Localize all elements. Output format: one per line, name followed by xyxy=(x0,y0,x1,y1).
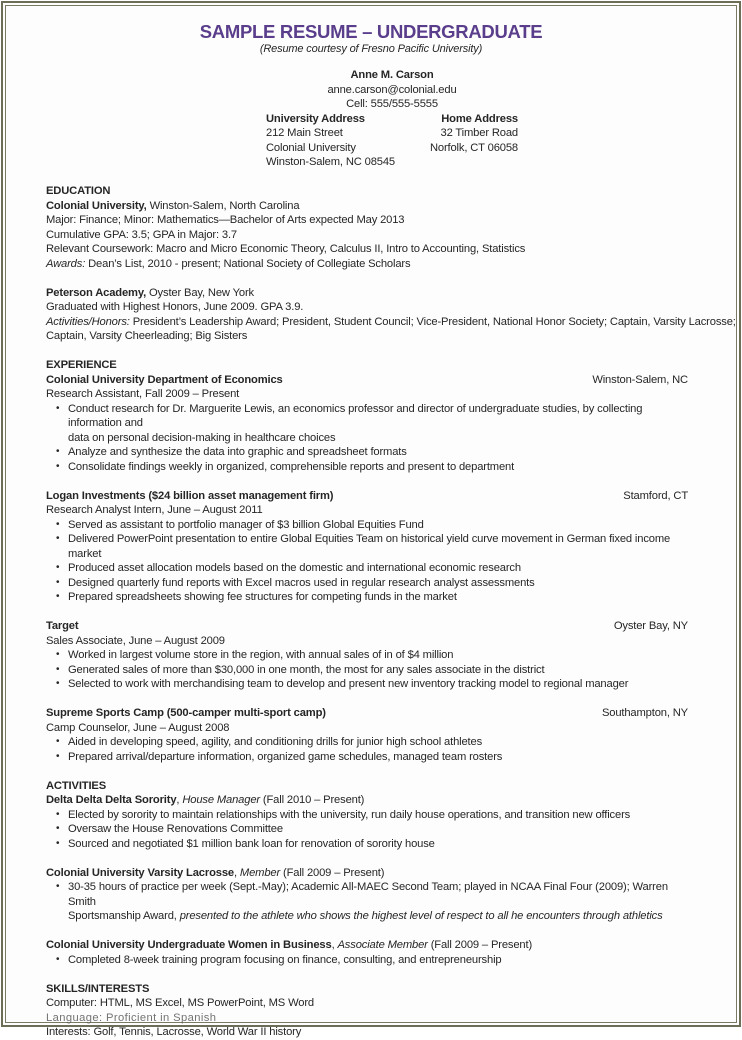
bullet-text: Conduct research for Dr. Marguerite Lewis, an economics professor and director of undergraduate studies, by collecting information and xyxy=(68,402,643,429)
activity-org: Delta Delta Delta Sorority xyxy=(46,794,177,806)
bullet-item xyxy=(56,402,688,446)
university-address-line: Winston-Salem, NC 08545 xyxy=(266,156,395,168)
bullet-item: • Produced asset allocation models based on the domestic and international economic research xyxy=(56,561,688,576)
bullet-item: • Elected by sorority to maintain relationships with the university, run daily house operations, and transition new officers xyxy=(56,808,688,823)
job-bullets xyxy=(56,402,688,475)
activity-dates: (Fall 2010 – Present) xyxy=(259,794,365,806)
school-location: Oyster Bay, New York xyxy=(146,286,254,299)
section-heading-education: EDUCATION xyxy=(46,185,111,197)
section-heading-experience: EXPERIENCE xyxy=(46,359,117,371)
activity-role: Associate Member xyxy=(337,939,428,951)
skills-language: Language: Proficient in Spanish xyxy=(46,1011,217,1024)
address-row xyxy=(266,112,518,170)
awards-text: Dean’s List, 2010 - present; National Society of Collegiate Scholars xyxy=(85,257,411,270)
bullet-item: • Delivered PowerPoint presentation to entire Global Equities Team on historical yield curve movement in German fixed income market xyxy=(56,532,688,561)
education-honors-cont: Captain, Varsity Cheerleading; Big Sisters xyxy=(46,330,248,342)
activity-header xyxy=(46,938,688,953)
activity-role: House Manager xyxy=(182,794,260,806)
activity-header xyxy=(46,793,688,808)
bullet-item: • Oversaw the House Renovations Committee xyxy=(56,822,688,837)
bullet-item: • Designed quarterly fund reports with Excel macros used in regular research analyst assessments xyxy=(56,576,688,591)
job-role: Research Analyst Intern, June – August 2011 xyxy=(46,504,263,516)
bullet-item: • Aided in developing speed, agility, and conditioning drills for junior high school athletes xyxy=(56,735,688,750)
bullet-text-cont: Sportsmanship Award, xyxy=(68,910,180,922)
job-bullets xyxy=(56,735,688,764)
activity-bullets xyxy=(56,880,688,924)
school-entry-header xyxy=(46,199,688,214)
home-address xyxy=(430,112,518,170)
honors-text: President’s Leadership Award; President, Student Council; Vice-President, National Honor Society; Captain, Varsity Lacrosse; xyxy=(129,315,736,328)
bullet-item: • Analyze and synthesize the data into graphic and spreadsheet formats xyxy=(56,445,688,460)
job-header xyxy=(46,489,688,504)
resume-body xyxy=(46,184,736,1040)
activity-org: Colonial University Undergraduate Women in Business xyxy=(46,939,332,951)
skills-interests: Interests: Golf, Tennis, Lacrosse, World War II history xyxy=(46,1026,302,1038)
skills-computer: Computer: HTML, MS Excel, MS PowerPoint, MS Word xyxy=(46,997,315,1009)
contact-email: anne.carson@colonial.edu xyxy=(327,83,457,96)
school-location: Winston-Salem, North Carolina xyxy=(146,199,300,212)
job-location: Winston-Salem, NC xyxy=(592,373,688,386)
bullet-item: • Completed 8-week training program focusing on finance, consulting, and entrepreneurship xyxy=(56,953,688,968)
activity-bullets xyxy=(56,953,688,968)
education-detail: Cumulative GPA: 3.5; GPA in Major: 3.7 xyxy=(46,228,237,241)
school-entry-header xyxy=(46,286,688,301)
section-heading-activities: ACTIVITIES xyxy=(46,779,107,792)
education-honors xyxy=(46,315,736,330)
section-heading-skills: SKILLS/INTERESTS xyxy=(46,982,150,995)
bullet-item: • Prepared spreadsheets showing fee structures for competing funds in the market xyxy=(56,590,688,605)
activity-sep: , xyxy=(233,866,240,879)
bullet-item: • Served as assistant to portfolio manager of $3 billion Global Equities Fund xyxy=(56,518,688,533)
job-location: Oyster Bay, NY xyxy=(613,620,688,632)
job-org: Supreme Sports Camp (500-camper multi-sport camp) xyxy=(46,707,326,719)
activity-dates: (Fall 2009 – Present) xyxy=(427,939,533,951)
job-location: Stamford, CT xyxy=(623,489,688,502)
job-org: Target xyxy=(46,620,79,632)
education-detail: Graduated with Highest Honors, June 2009. GPA 3.9. xyxy=(46,301,304,313)
school-name: Peterson Academy, xyxy=(46,286,147,299)
bullet-item: • Generated sales of more than $30,000 in one month, the most for any sales associate in the district xyxy=(56,663,688,678)
activity-bullets xyxy=(56,808,688,852)
university-address xyxy=(266,112,395,170)
bullet-item: • Prepared arrival/departure information, organized game schedules, managed team rosters xyxy=(56,750,688,765)
contact-name: Anne M. Carson xyxy=(350,69,434,81)
home-address-line: Norfolk, CT 06058 xyxy=(429,141,518,154)
job-role: Camp Counselor, June – August 2008 xyxy=(46,721,230,734)
activity-sep: , xyxy=(331,939,338,951)
job-header xyxy=(46,706,688,721)
bullet-text: 30-35 hours of practice per week (Sept.-May); Academic All-MAEC Second Team; played in NCAA Final Four (2009); Warren Smith xyxy=(68,881,668,908)
job-role: Research Assistant, Fall 2009 – Present xyxy=(46,388,240,400)
job-header xyxy=(46,373,688,388)
bullet-text-cont: data on personal decision-making in healthcare choices xyxy=(68,431,336,444)
job-bullets xyxy=(56,648,688,692)
contact-block xyxy=(266,68,518,170)
home-address-label: Home Address xyxy=(441,112,518,125)
university-address-line: Colonial University xyxy=(266,141,356,154)
bullet-item: • Worked in largest volume store in the region, with annual sales of in of $4 million xyxy=(56,648,688,663)
activity-sep: , xyxy=(176,794,183,806)
education-awards xyxy=(46,257,688,272)
bullet-item xyxy=(56,880,688,924)
activity-dates: (Fall 2009 – Present) xyxy=(280,866,385,879)
university-address-label: University Address xyxy=(266,112,365,125)
home-address-line: 32 Timber Road xyxy=(440,127,518,139)
bullet-item: • Selected to work with merchandising team to develop and present new inventory tracking model to regional manager xyxy=(56,677,688,692)
university-address-line: 212 Main Street xyxy=(266,127,343,139)
honors-label: Activities/Honors: xyxy=(46,315,130,328)
awards-label: Awards: xyxy=(46,257,86,270)
job-role: Sales Associate, June – August 2009 xyxy=(46,634,225,647)
bullet-item: • Consolidate findings weekly in organized, comprehensible reports and present to department xyxy=(56,460,688,475)
bullet-text-italic: presented to the athlete who shows the highest level of respect to all he encounters through athletics xyxy=(179,910,663,922)
activity-role: Member xyxy=(239,866,281,879)
job-location: Southampton, NY xyxy=(601,707,688,719)
activity-org: Colonial University Varsity Lacrosse xyxy=(46,866,234,879)
job-org: Logan Investments ($24 billion asset management firm) xyxy=(46,489,334,502)
bullet-item: • Sourced and negotiated $1 million bank loan for renovation of sorority house xyxy=(56,837,688,852)
education-detail: Relevant Coursework: Macro and Micro Economic Theory, Calculus II, Intro to Accounting, Statistics xyxy=(46,243,526,255)
activity-header xyxy=(46,866,688,881)
job-header xyxy=(46,619,688,634)
resume-title: SAMPLE RESUME – UNDERGRADUATE xyxy=(199,21,543,42)
job-bullets xyxy=(56,518,688,605)
job-org: Colonial University Department of Economics xyxy=(46,373,283,386)
education-detail: Major: Finance; Minor: Mathematics—Bachelor of Arts expected May 2013 xyxy=(46,214,405,226)
contact-phone: Cell: 555/555-5555 xyxy=(346,98,438,110)
resume-subtitle: (Resume courtesy of Fresno Pacific University) xyxy=(259,43,483,55)
school-name: Colonial University, xyxy=(46,199,147,212)
